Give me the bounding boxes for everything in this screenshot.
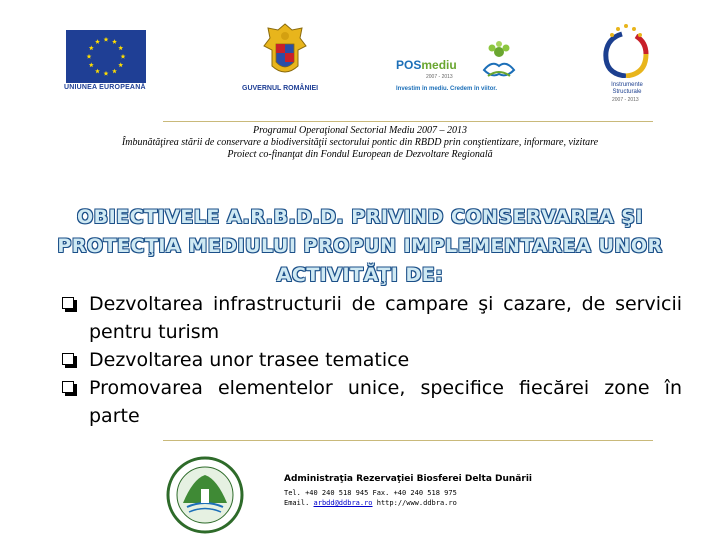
footer-email-prefix: Email. bbox=[284, 499, 314, 507]
arbdd-seal-icon bbox=[165, 455, 245, 535]
list-item-text: Dezvoltarea infrastructurii de campare şi cazare, de servicii pentru turism bbox=[89, 293, 682, 343]
footer-web-link[interactable]: http://www.ddbra.ro bbox=[372, 499, 457, 507]
instrumente-structurale-icon bbox=[600, 20, 652, 78]
posmediu-part1: POS bbox=[396, 58, 422, 72]
program-line-3: Proiect co-finanţat din Fondul European de Dezvoltare Regională bbox=[227, 149, 493, 160]
list-item bbox=[62, 374, 682, 430]
program-line-2: Îmbunătăţirea stării de conservare a biodiversităţii sectorului pontic din RBDD prin conştientizare, informare, vizitare bbox=[121, 137, 599, 148]
posmediu-wordmark bbox=[396, 58, 457, 72]
romania-crest-icon bbox=[262, 22, 308, 80]
slide-heading: OBIECTIVELE A.R.B.D.D. PRIVIND CONSERVAREA ŞI PROTECŢIA MEDIULUI PROPUN IMPLEMENTAREA UNOR ACTIVITĂŢI DE: bbox=[57, 206, 663, 286]
posmediu-years: 2007 - 2013 bbox=[426, 74, 453, 80]
posmediu-flower-icon bbox=[478, 40, 520, 82]
divider-top bbox=[163, 121, 653, 122]
checkbox-bullet-icon bbox=[62, 297, 74, 309]
instrumente-label: Instrumente Structurale bbox=[611, 82, 643, 95]
list-item bbox=[62, 346, 682, 374]
divider-bottom bbox=[163, 440, 653, 441]
checkbox-bullet-icon bbox=[62, 381, 74, 393]
eu-flag-icon bbox=[66, 30, 146, 83]
eu-label: UNIUNEA EUROPEANĂ bbox=[64, 84, 146, 91]
footer-title: Administraţia Rezervaţiei Biosferei Delta Dunării bbox=[284, 474, 532, 484]
footer-contact bbox=[284, 499, 457, 507]
list-item-text: Dezvoltarea unor trasee tematice bbox=[89, 349, 410, 371]
gov-label: GUVERNUL ROMÂNIEI bbox=[242, 85, 319, 92]
program-line-1: Programul Operaţional Sectorial Mediu 2007 – 2013 bbox=[252, 125, 468, 136]
program-block bbox=[60, 125, 660, 161]
footer-email-link[interactable]: arbdd@ddbra.ro bbox=[313, 499, 373, 507]
posmediu-part2: mediu bbox=[421, 58, 457, 72]
list-item bbox=[62, 290, 682, 346]
checkbox-bullet-icon bbox=[62, 353, 74, 365]
logos-row bbox=[0, 0, 720, 103]
footer-phone-fax: Tel. +40 240 518 945 Fax. +40 240 518 975 bbox=[284, 489, 457, 497]
list-item-text: Promovarea elementelor unice, specifice fiecărei zone în parte bbox=[89, 377, 682, 427]
posmediu-slogan: Investim în mediu. Credem în viitor. bbox=[396, 86, 498, 92]
objectives-list bbox=[62, 290, 682, 430]
instrumente-years: 2007 - 2013 bbox=[612, 97, 639, 103]
